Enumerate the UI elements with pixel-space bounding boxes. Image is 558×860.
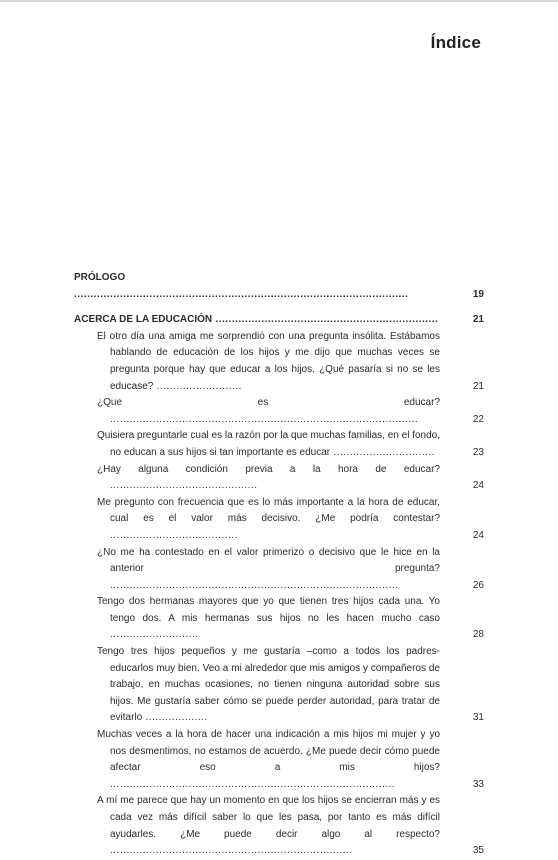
dot-leader: ...........................: [110, 629, 199, 641]
entry-text: ¿Hay alguna condición previa a la hora de educar?: [97, 463, 440, 475]
entry-text: A mí me parece que hay un momento en que los hijos se encierran más y es cada vez más difícil saber lo que les pasa, por tanto es más difícil ayudarles. ¿Me puede decir algo al respecto?: [97, 795, 440, 840]
page-number: 24: [472, 480, 484, 492]
toc-entry: [97, 329, 484, 395]
dot-leader: ..........................................................................: [110, 845, 353, 857]
toc-entry: [97, 594, 484, 644]
page-number: 22: [472, 413, 484, 425]
page-number: 33: [472, 778, 484, 790]
entry-text: Tengo dos hermanas mayores que yo que tienen tres hijos cada una. Yo tengo dos. A mis hermanas sus hijos no les hacen mucho caso: [97, 596, 440, 624]
page-number: 31: [472, 712, 484, 724]
dot-leader: ........................................................................................: [110, 579, 399, 591]
toc-entry: [97, 545, 484, 595]
toc-entry: [97, 462, 484, 495]
toc-entry: [97, 395, 484, 428]
page-number: 19: [472, 288, 484, 300]
top-edge-line: [0, 0, 558, 2]
toc-section-prologo: [74, 270, 484, 303]
entry-text: ¿No me ha contestado en el valor primerizo o decisivo que le hice en la anterior pregunta?: [97, 546, 440, 575]
entry-text: Muchas veces a la hora de hacer una indicación a mis hijos mi mujer y yo nos desmentimos, no estamos de acuerdo. ¿Me puede decir cómo puede afectar eso a mis hijos?: [97, 729, 440, 774]
page-number: 26: [472, 579, 484, 591]
entry-text: Me pregunto con frecuencia que es lo más importante a la hora de educar, cual es el valor más decisivo. ¿Me podría contestar?: [97, 496, 440, 525]
page-number: 24: [472, 529, 484, 541]
entry-text: El otro día una amiga me sorprendió con una pregunta insólita. Estábamos hablando de educación de los hijos y me dijo que muchas veces se pregunta porque hay que educar a los hijos. ¿Qué pasaría si no se les educase?: [97, 330, 440, 392]
toc-entry: [97, 644, 484, 727]
dot-leader: .......................................................................................: [110, 778, 396, 790]
page-number: 35: [472, 845, 484, 857]
dot-leader: .............................................: [110, 480, 258, 492]
section-label: ACERCA DE LA EDUCACIÓN: [74, 314, 213, 326]
dot-leader: ...............................: [330, 446, 436, 458]
page-number: 21: [472, 380, 484, 392]
dot-leader: ...................: [142, 712, 208, 724]
page-title: Índice: [430, 33, 481, 52]
table-of-contents: [74, 270, 484, 860]
dot-leader: ..............................................................................................: [110, 413, 419, 425]
page-number: 21: [472, 314, 484, 326]
toc-entry: [97, 727, 484, 793]
dot-leader: ......................................................................................................: [74, 288, 409, 300]
section-label: PRÓLOGO: [74, 272, 126, 283]
toc-entry: [97, 495, 484, 545]
entry-text: ¿Que es educar?: [97, 397, 440, 409]
toc-section-educacion: [74, 312, 484, 329]
toc-entry: [97, 428, 484, 461]
dot-leader: .......................................: [110, 529, 238, 541]
page-number: 23: [472, 446, 484, 458]
page-number: 28: [472, 629, 484, 641]
dot-leader: ..........................: [153, 380, 242, 392]
entry-text: Tengo tres hijos pequeños y me gustaría –como a todos los padres- educarlos muy bien. Veo a mi alrededor que mis amigos y compañeros de trabajo, en muchas ocasiones, no tienen ninguna autoridad sobre sus hijos. Me gustaría saber cómo se puede perder autoridad, para tratar de evitarlo: [97, 646, 440, 724]
entry-text: Quisiera preguntarle cual es la razón por la que muchas familias, en el fondo, no educan a sus hijos si tan importante es educar: [97, 430, 440, 458]
dot-leader: ....................................................................: [212, 314, 439, 326]
toc-entry: [97, 793, 484, 859]
